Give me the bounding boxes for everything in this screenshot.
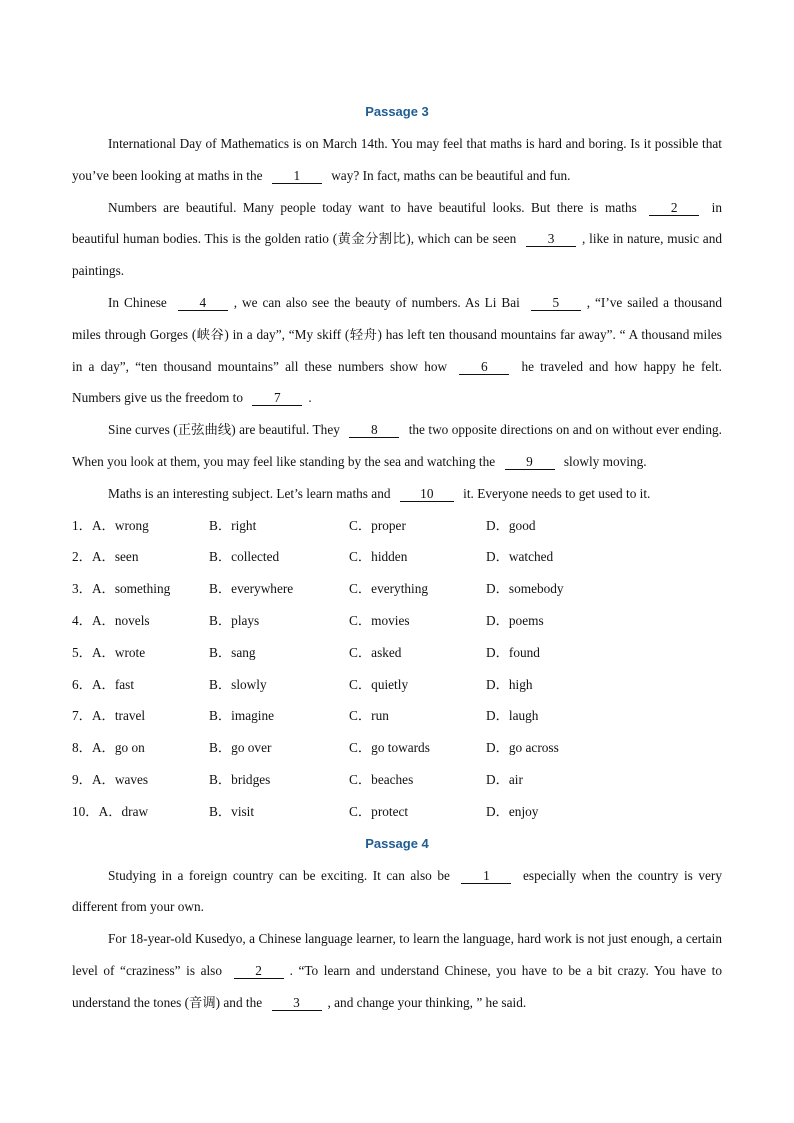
option-a: 8．A．go on <box>72 740 145 756</box>
option-d: D．found <box>486 644 540 660</box>
text: especially when the country is very different from your own. <box>72 867 723 915</box>
text: , “I’ve sailed a thousand miles through Gorges (峡谷) in a day”, “My skiff (轻舟) has left ten thousand mountains far away”. “ A thousand miles in a day”, “ten thousand mountains” all these numbers show how <box>72 294 723 374</box>
blank-3: 3 <box>272 996 322 1011</box>
text: In Chinese <box>108 294 167 310</box>
option-row <box>72 796 722 828</box>
option-a: 9．A．waves <box>72 771 149 787</box>
passage-3-paragraph-5 <box>72 478 722 510</box>
option-b: B．visit <box>209 803 255 819</box>
option-row <box>72 669 722 701</box>
blank-8: 8 <box>349 423 399 438</box>
text: Studying in a foreign country can be exciting. It can also be <box>108 867 450 883</box>
option-c: C．beaches <box>349 771 414 787</box>
blank-3: 3 <box>526 232 576 247</box>
blank-1: 1 <box>461 869 511 884</box>
text: For 18-year-old Kusedyo, a Chinese language learner, to learn the language, hard work is not just enough, a certain level of “craziness” is also <box>72 931 722 978</box>
passage-3-paragraph-2 <box>72 192 722 287</box>
option-c: C．movies <box>349 612 410 628</box>
passage-4-paragraph-1 <box>72 860 722 924</box>
passage-3-title: Passage 3 <box>365 104 429 119</box>
option-d: D．good <box>486 517 536 533</box>
option-row <box>72 573 722 605</box>
option-a: 6．A．fast <box>72 676 135 692</box>
text: Sine curves (正弦曲线) are beautiful. They <box>108 422 340 438</box>
passage-3-paragraph-4 <box>72 414 722 478</box>
blank-9: 9 <box>505 455 555 470</box>
option-d: D．somebody <box>486 581 564 597</box>
option-b: B．right <box>209 517 257 533</box>
blank-6: 6 <box>459 360 509 375</box>
blank-1: 1 <box>272 169 322 184</box>
option-c: C．go towards <box>349 740 430 756</box>
option-b: B．go over <box>209 740 272 756</box>
blank-7: 7 <box>252 391 302 406</box>
option-a: 4．A．novels <box>72 612 150 628</box>
passage-3-paragraph-1 <box>72 128 722 192</box>
option-b: B．bridges <box>209 771 271 787</box>
text: slowly moving. <box>563 453 647 469</box>
option-row <box>72 764 722 796</box>
text: he traveled and how happy he felt. Numbers give us the freedom to <box>72 358 722 406</box>
passage-3-paragraph-3 <box>72 287 722 414</box>
option-d: D．laugh <box>486 708 539 724</box>
option-c: C．everything <box>349 581 429 597</box>
option-row <box>72 510 722 542</box>
blank-2: 2 <box>649 201 699 216</box>
text: the two opposite directions on and on without ever ending. When you look at them, you may feel like standing by the sea and watching the <box>72 422 723 469</box>
option-b: B．collected <box>209 549 280 565</box>
blank-10: 10 <box>400 487 454 502</box>
text: , like in nature, music and paintings. <box>72 231 722 279</box>
exam-page <box>72 96 722 1019</box>
text: it. Everyone needs to get used to it. <box>463 485 651 501</box>
text: , we can also see the beauty of numbers. As Li Bai <box>233 294 520 310</box>
option-c: C．quietly <box>349 676 409 692</box>
option-b: B．imagine <box>209 708 274 724</box>
option-d: D．high <box>486 676 533 692</box>
text: way? In fact, maths can be beautiful and fun. <box>331 167 571 183</box>
option-c: C．run <box>349 708 389 724</box>
option-d: D．enjoy <box>486 803 539 819</box>
option-row <box>72 541 722 573</box>
option-a: 5．A．wrote <box>72 644 146 660</box>
answer-options <box>72 510 722 828</box>
option-row <box>72 700 722 732</box>
option-c: C．hidden <box>349 549 408 565</box>
option-a: 10．A．draw <box>72 803 149 819</box>
blank-2: 2 <box>234 964 284 979</box>
option-row <box>72 732 722 764</box>
option-c: C．protect <box>349 803 409 819</box>
passage-4-title: Passage 4 <box>365 835 429 851</box>
text: International Day of Mathematics is on March 14th. You may feel that maths is hard and boring. Is it possible that you’ve been looking at maths in the <box>72 136 722 183</box>
text: , and change your thinking, ” he said. <box>327 994 527 1010</box>
text: Maths is an interesting subject. Let’s learn maths and <box>108 485 391 501</box>
passage-4-paragraph-2 <box>72 923 722 1018</box>
option-d: D．air <box>486 771 523 787</box>
option-d: D．poems <box>486 612 544 628</box>
text: Numbers are beautiful. Many people today want to have beautiful looks. But there is maths <box>108 199 637 215</box>
blank-4: 4 <box>178 296 228 311</box>
blank-5: 5 <box>531 296 581 311</box>
text: in beautiful human bodies. This is the golden ratio (黄金分割比), which can be seen <box>72 199 722 247</box>
option-b: B．sang <box>209 644 256 660</box>
option-b: B．plays <box>209 612 260 628</box>
text: . <box>308 390 312 406</box>
option-b: B．everywhere <box>209 581 294 597</box>
option-d: D．watched <box>486 549 554 565</box>
option-c: C．proper <box>349 517 406 533</box>
option-c: C．asked <box>349 644 402 660</box>
option-b: B．slowly <box>209 676 267 692</box>
text: . “To learn and understand Chinese, you have to be a bit crazy. You have to understand the tones (音调) and the <box>72 962 722 1010</box>
option-a: 7．A．travel <box>72 708 146 724</box>
option-row <box>72 637 722 669</box>
option-a: 3．A．something <box>72 581 171 597</box>
option-d: D．go across <box>486 740 559 756</box>
option-a: 2．A．seen <box>72 549 139 565</box>
option-row <box>72 605 722 637</box>
option-a: 1．A．wrong <box>72 517 149 533</box>
